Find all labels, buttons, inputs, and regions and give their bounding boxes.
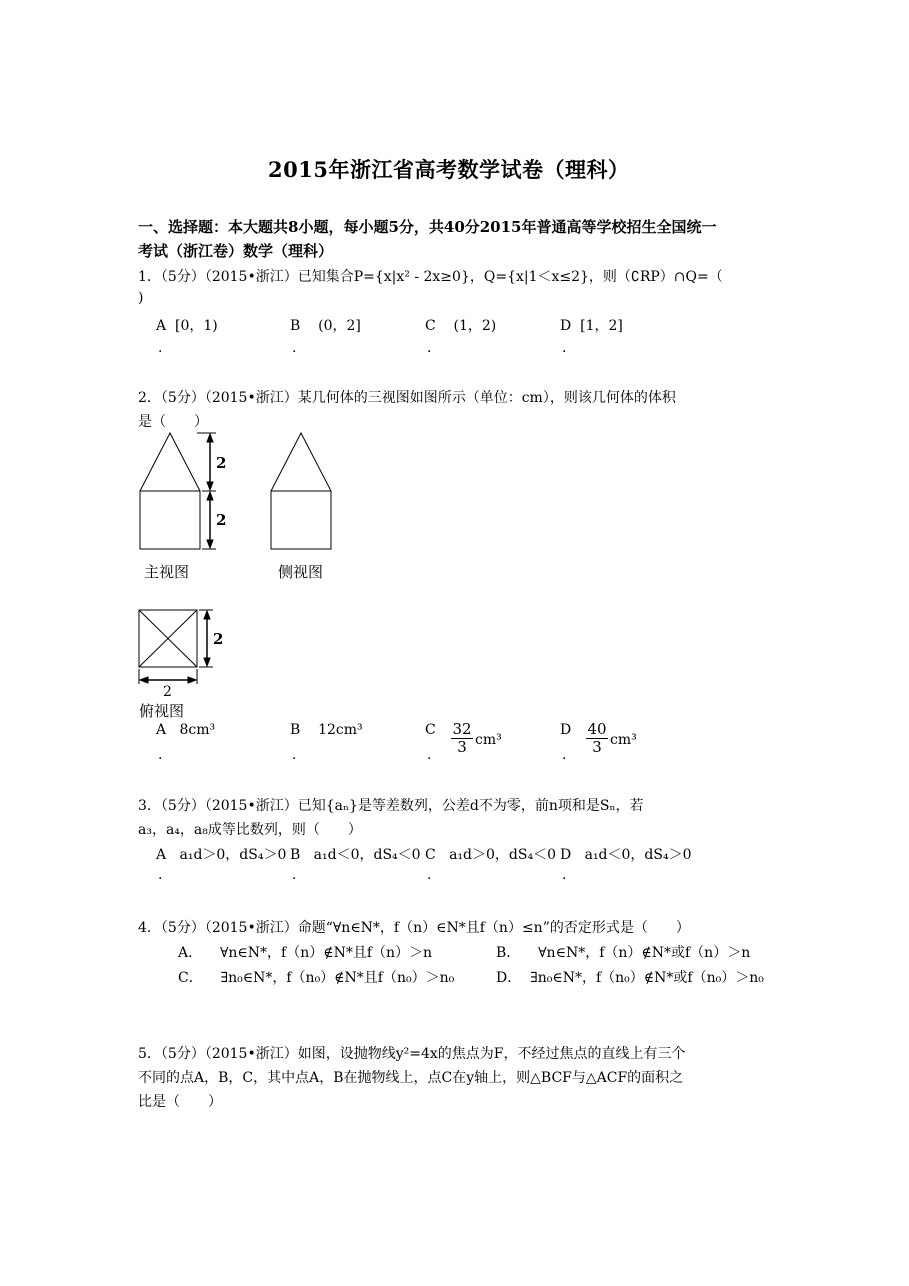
q3-stem-line1: 3．（5分）（2015•浙江）已知{aₙ}是等差数列，公差d不为零，前n项和是Sₙ，若 bbox=[138, 798, 644, 814]
top-view-caption: 俯视图 bbox=[139, 702, 185, 720]
option-dot: . bbox=[427, 867, 432, 883]
option-letter: A bbox=[156, 318, 167, 334]
option-dot: . bbox=[427, 747, 432, 763]
q2-option-b[interactable] bbox=[290, 722, 363, 738]
top-view bbox=[139, 610, 213, 684]
option-letter: D bbox=[560, 847, 572, 863]
option-letter: B． bbox=[496, 945, 521, 961]
q2-option-a[interactable] bbox=[156, 722, 215, 738]
q5-stem-line2: 不同的点A，B，C，其中点A，B在抛物线上，点C在y轴上，则△BCF与△ACF的面积之 bbox=[138, 1070, 684, 1086]
option-letter: A． bbox=[178, 945, 203, 961]
top-view-square bbox=[139, 610, 197, 667]
fraction-numerator: 32 bbox=[452, 720, 472, 738]
option-text: ∀n∈N*，f（n）∉N*或f（n）＞n bbox=[538, 945, 751, 961]
q4-option-b[interactable] bbox=[496, 942, 750, 962]
option-dot: . bbox=[158, 747, 163, 763]
option-letter: B bbox=[290, 847, 301, 863]
q4-option-c[interactable] bbox=[178, 967, 454, 987]
option-text: 12cm³ bbox=[318, 722, 363, 738]
q3-stem-line2: a₃，a₄，a₈成等比数列，则（ ） bbox=[138, 822, 362, 838]
option-text: a₁d＜0，dS₄＞0 bbox=[584, 847, 692, 863]
q2-option-d-unit: cm³ bbox=[610, 732, 637, 748]
option-dot: . bbox=[158, 340, 163, 356]
q5-stem-line3: 比是（ ） bbox=[138, 1094, 222, 1110]
option-dot: . bbox=[292, 867, 297, 883]
option-dot: . bbox=[158, 867, 163, 883]
q1-option-a[interactable] bbox=[156, 315, 218, 335]
q3-option-b[interactable] bbox=[290, 844, 421, 864]
q2-option-c-fraction bbox=[451, 722, 473, 755]
section-heading-line2: 考试（浙江卷）数学（理科） bbox=[138, 242, 334, 260]
option-dot: . bbox=[292, 340, 297, 356]
q2-stem-line1: 2．（5分）（2015•浙江）某几何体的三视图如图所示（单位：cm），则该几何体的体积 bbox=[138, 390, 676, 406]
option-letter: B bbox=[290, 318, 301, 334]
front-view-caption: 主视图 bbox=[144, 563, 190, 581]
option-letter: B bbox=[290, 722, 301, 738]
front-view-body bbox=[140, 491, 200, 549]
option-text: (0，2] bbox=[318, 318, 361, 334]
option-dot: . bbox=[562, 340, 567, 356]
side-view-roof bbox=[271, 433, 331, 491]
q1-stem-line2: ) bbox=[138, 290, 144, 306]
option-letter: D bbox=[560, 722, 572, 738]
fraction-numerator: 40 bbox=[587, 720, 607, 738]
q1-stem-line1: 1．（5分）（2015•浙江）已知集合P={x|x² - 2x≥0}，Q={x|1＜x≤2}，则（∁RP）∩Q=（ bbox=[138, 269, 723, 285]
option-letter: A bbox=[156, 722, 167, 738]
top-view-dim-bottom: 2 bbox=[163, 684, 172, 700]
q4-stem-line1: 4．（5分）（2015•浙江）命题“∀n∈N*，f（n）∈N*且f（n）≤n”的否定形式是（ ） bbox=[138, 920, 690, 936]
option-text: a₁d＜0，dS₄＜0 bbox=[313, 847, 421, 863]
option-text: [1，2] bbox=[580, 318, 623, 334]
q2-stem-line2: 是（ ） bbox=[138, 414, 208, 430]
q3-option-a[interactable] bbox=[156, 844, 286, 864]
option-text: 8cm³ bbox=[179, 722, 216, 738]
side-view-body bbox=[271, 491, 331, 549]
q2-option-d-fraction bbox=[586, 722, 608, 755]
front-view-roof bbox=[140, 433, 200, 491]
q3-option-d[interactable] bbox=[560, 844, 692, 864]
option-text: a₁d＞0，dS₄＞0 bbox=[179, 847, 287, 863]
option-letter: C bbox=[425, 722, 436, 738]
option-letter: D bbox=[560, 318, 572, 334]
front-view bbox=[140, 433, 216, 549]
option-letter: C bbox=[425, 847, 436, 863]
section-heading-line1: 一、选择题：本大题共8小题，每小题5分，共40分2015年普通高等学校招生全国统一 bbox=[138, 218, 717, 236]
option-text: ∃n₀∈N*，f（n₀）∉N*且f（n₀）＞n₀ bbox=[220, 970, 455, 986]
page-title: 2015年浙江省高考数学试卷（理科） bbox=[268, 157, 630, 182]
q5-stem-line1: 5．（5分）（2015•浙江）如图，设抛物线y²=4x的焦点为F，不经过焦点的直线上有三个 bbox=[138, 1046, 686, 1062]
option-text: ∀n∈N*，f（n）∉N*且f（n）＞n bbox=[219, 945, 433, 961]
q1-option-d[interactable] bbox=[560, 315, 623, 335]
q3-option-c[interactable] bbox=[425, 844, 556, 864]
option-dot: . bbox=[292, 747, 297, 763]
q1-option-b[interactable] bbox=[290, 315, 361, 335]
option-text: a₁d＞0，dS₄＜0 bbox=[449, 847, 556, 863]
q2-option-c[interactable] bbox=[425, 722, 436, 738]
option-dot: . bbox=[562, 747, 567, 763]
q2-option-d[interactable] bbox=[560, 722, 571, 738]
top-view-dim-side: 2 bbox=[213, 630, 224, 648]
q4-option-d[interactable] bbox=[496, 967, 764, 987]
option-letter: C． bbox=[178, 970, 203, 986]
front-view-dim-top: 2 bbox=[216, 454, 227, 472]
option-letter: C bbox=[425, 318, 436, 334]
option-letter: A bbox=[156, 847, 167, 863]
option-dot: . bbox=[427, 340, 432, 356]
option-dot: . bbox=[562, 867, 567, 883]
option-text: [0，1) bbox=[175, 318, 218, 334]
q1-option-c[interactable] bbox=[425, 315, 496, 335]
q4-option-a[interactable] bbox=[178, 942, 432, 962]
fraction-denominator: 3 bbox=[592, 738, 602, 756]
front-view-dim-bottom: 2 bbox=[216, 511, 227, 529]
side-view-caption: 侧视图 bbox=[278, 563, 324, 581]
option-text: ∃n₀∈N*，f（n₀）∉N*或f（n₀）＞n₀ bbox=[530, 970, 764, 986]
fraction-denominator: 3 bbox=[457, 738, 467, 756]
side-view bbox=[271, 433, 331, 549]
option-text: (1，2) bbox=[453, 318, 497, 334]
option-letter: D． bbox=[496, 970, 522, 986]
q2-option-c-unit: cm³ bbox=[475, 732, 502, 748]
